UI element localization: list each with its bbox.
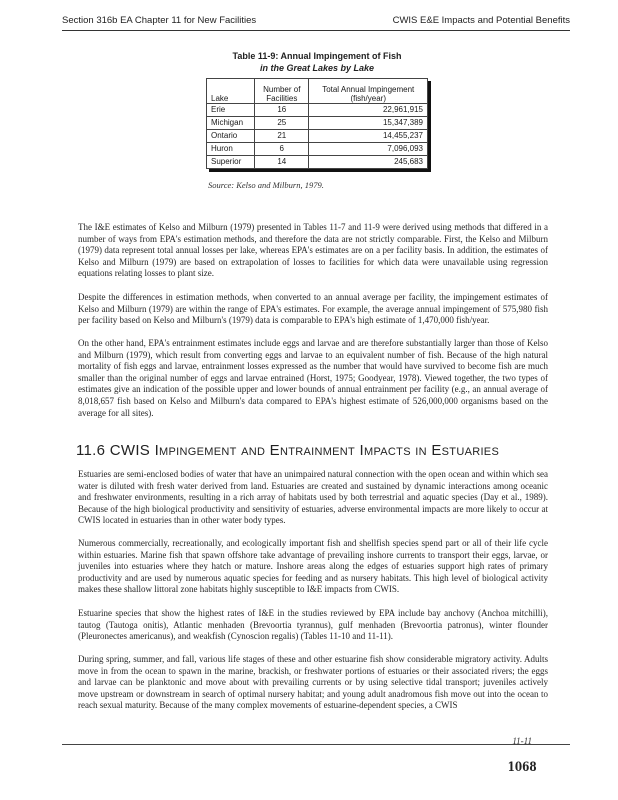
page-number: 11-11 (512, 736, 532, 746)
bates-stamp: 1068 (507, 760, 537, 775)
cell-facilities: 21 (255, 130, 309, 143)
cell-impingement: 22,961,915 (309, 104, 428, 117)
cell-facilities: 25 (255, 117, 309, 130)
table-row (207, 117, 428, 130)
paragraph-kelso-methods: The I&E estimates of Kelso and Milburn (1979) presented in Tables 11-7 and 11-9 were derived using methods that differed in a number of ways from EPA's estimation methods, and therefore the data are not strictly comparable. First, the Kelso and Milburn (1979) data represent total annual losses per lake, whereas EPA's estimates are on a per facility basis. In addition, the estimates of Kelso and Milburn (1979) are based on extrapolation of losses to facilities for which data were unavailable using regression equations relating losses to plant size. (78, 222, 548, 279)
footer-rule (62, 744, 570, 745)
cell-lake: Huron (207, 143, 255, 156)
table-title-line2: in the Great Lakes by Lake (259, 63, 375, 73)
table-title-line1: Table 11-9: Annual Impingement of Fish (232, 51, 402, 61)
cell-impingement: 15,347,389 (309, 117, 428, 130)
paragraph-methods-differences: Despite the differences in estimation methods, when converted to an annual average per facility, the impingement estimates of Kelso and Milburn (1979) are within the range of EPA's estimates. For example, the average annual impingement of 575,980 fish per facility based on Kelso and Milburn's (1979) data is comparable to EPA's high estimate of 1,470,000 fish/year. (78, 292, 548, 326)
cell-facilities: 16 (255, 104, 309, 117)
col-header-facilities: Number of Facilities (255, 79, 309, 104)
cell-lake: Michigan (207, 117, 255, 130)
header-right: CWIS E&E Impacts and Potential Benefits (392, 15, 570, 26)
section-heading: 11.6 CWIS Impingement and Entrainment Impacts in Estuaries (76, 442, 500, 459)
paragraph-migratory-activity: During spring, summer, and fall, various life stages of these and other estuarine fish show considerable migratory activity. Adults move in from the ocean to spawn in the marine, brackish, or freshwater portions of estuaries or their associated rivers; the eggs and larvae can be planktonic and move about with prevailing currents or by using selective tidal transport; juveniles actively move upstream or downstream in search of optimal nursery habitat; and young adult anadromous fish move out into the ocean to reach sexual maturity. Because of the many complex movements of estuarine-dependent species, a CWIS (78, 654, 548, 711)
cell-impingement: 14,455,237 (309, 130, 428, 143)
cell-impingement: 7,096,093 (309, 143, 428, 156)
cell-impingement: 245,683 (309, 156, 428, 169)
paragraph-estuarine-species: Numerous commercially, recreationally, and ecologically important fish and shellfish species spend part or all of their life cycle within estuaries. Marine fish that spawn offshore take advantage of prevailing inshore currents to transport their eggs, larvae, or juveniles into estuaries where they hatch or mature. Inshore areas along the edges of estuaries support high rates of primary productivity and are used by numerous aquatic species for feeding and as nursery habitats. This high level of biological activity makes these shallow littoral zone habitats highly susceptible to I&E impacts from CWIS. (78, 538, 548, 595)
table-grid (206, 78, 428, 169)
impingement-table (206, 48, 428, 169)
running-header (62, 14, 570, 31)
table-row (207, 130, 428, 143)
cell-facilities: 14 (255, 156, 309, 169)
paragraph-estuaries-definition: Estuaries are semi-enclosed bodies of water that have an unimpaired natural connection with the open ocean and within which sea water is diluted with fresh water derived from land. Estuaries are created and sustained by dynamic interactions among oceanic and freshwater environments, resulting in a rich array of habitats used by both terrestrial and aquatic species (Day et al., 1989). Because of the high biological productivity and sensitivity of estuaries, adverse environmental impacts are more likely to occur at CWIS located in estuaries than in other water body types. (78, 469, 548, 526)
paragraph-highest-rates: Estuarine species that show the highest rates of I&E in the studies reviewed by EPA include bay anchovy (Anchoa mitchilli), tautog (Tautoga onitis), Atlantic menhaden (Brevoortia tyrannus), gulf menhaden (Brevoortia patronus), winter flounder (Pleuronectes americanus), and weakfish (Cynoscion regalis) (Tables 11-10 and 11-11). (78, 608, 548, 642)
table-row (207, 143, 428, 156)
paragraph-entrainment-estimates: On the other hand, EPA's entrainment estimates include eggs and larvae and are therefore substantially larger than those of Kelso and Milburn (1979), which result from converting eggs and larvae to an equivalent number of fish. Because of the high natural mortality of fish eggs and larvae, entrainment losses expressed as the number that would have survived to become fish are much smaller than the original number of eggs and larvae entrained (Horst, 1975; Goodyear, 1978). Viewed together, the two types of estimates give an indication of the possible upper and lower bounds of annual entrainment per facility (e.g., an annual average of 8,018,657 fish based on Kelso and Milburn's data compared to EPA's highest estimate of 526,000,000 organisms based on the average for all sites). (78, 338, 548, 418)
table-row (207, 156, 428, 169)
cell-lake: Superior (207, 156, 255, 169)
col-header-impingement: Total Annual Impingement (fish/year) (309, 79, 428, 104)
cell-lake: Ontario (207, 130, 255, 143)
table-source: Source: Kelso and Milburn, 1979. (208, 180, 324, 190)
cell-lake: Erie (207, 104, 255, 117)
cell-facilities: 6 (255, 143, 309, 156)
table-title (206, 48, 428, 78)
col-header-lake: Lake (207, 79, 255, 104)
header-left: Section 316b EA Chapter 11 for New Facilities (62, 15, 257, 26)
table-row (207, 104, 428, 117)
